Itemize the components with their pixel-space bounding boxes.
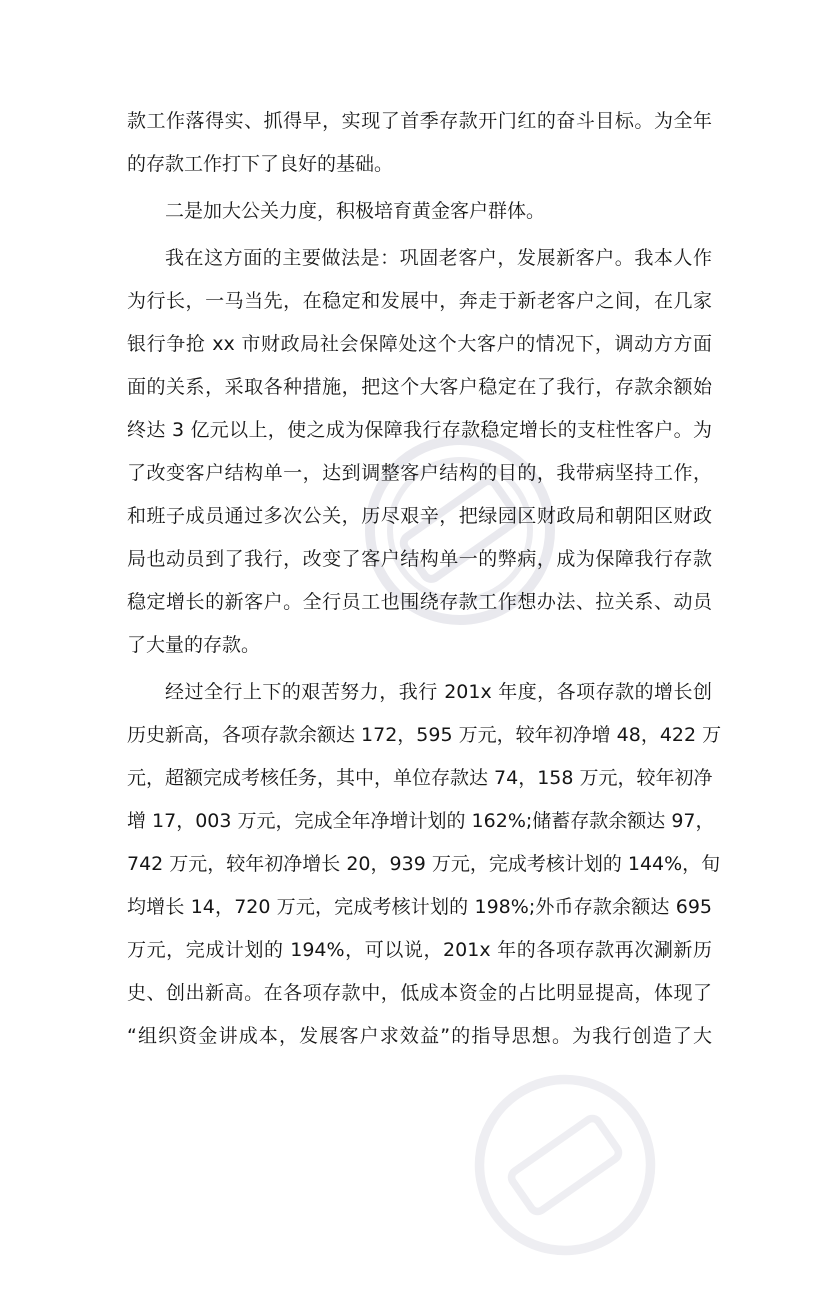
paragraph-line: 我在这方面的主要做法是：巩固老客户，发展新客户。我本人作 <box>165 247 712 269</box>
paragraph-line: 了改变客户结构单一，达到调整客户结构的目的，我带病坚持工作， <box>127 462 712 484</box>
paragraph-line: 元，超额完成考核任务，其中，单位存款达 74，158 万元，较年初净 <box>127 767 713 789</box>
paragraph-line: 742 万元，较年初净增长 20，939 万元，完成考核计划的 144%，旬 <box>127 853 721 875</box>
paragraph-line: 史、创出新高。在各项存款中，低成本资金的占比明显提高，体现了 <box>127 982 712 1004</box>
paragraph-line: 为行长，一马当先，在稳定和发展中，奔走于新老客户之间，在几家 <box>127 290 712 312</box>
paragraph-line: 终达 3 亿元以上，使之成为保障我行存款稳定增长的支柱性客户。为 <box>127 419 712 441</box>
paragraph-line: 的存款工作打下了良好的基础。 <box>127 153 394 175</box>
paragraph-line: 历史新高，各项存款余额达 172，595 万元，较年初净增 48，422 万 <box>127 724 722 746</box>
paragraph-line: “组织资金讲成本，发展客户求效益”的指导思想。为我行创造了大 <box>127 1025 712 1047</box>
section-heading: 二是加大公关力度，积极培育黄金客户群体。 <box>165 200 546 222</box>
paragraph-line: 稳定增长的新客户。全行员工也围绕存款工作想办法、拉关系、动员 <box>127 591 712 613</box>
paragraph-line: 款工作落得实、抓得早，实现了首季存款开门红的奋斗目标。为全年 <box>127 110 712 132</box>
paragraph-line: 和班子成员通过多次公关，历尽艰辛，把绿园区财政局和朝阳区财政 <box>127 505 712 527</box>
paragraph-line: 增 17，003 万元，完成全年净增计划的 162%;储蓄存款余额达 97， <box>127 810 715 832</box>
paragraph-line: 面的关系，采取各种措施，把这个大客户稳定在了我行，存款余额始 <box>127 376 712 398</box>
paragraph-line: 万元，完成计划的 194%，可以说，201x 年的各项存款再次涮新历 <box>127 939 712 961</box>
paragraph-line: 均增长 14，720 万元，完成考核计划的 198%;外币存款余额达 695 <box>127 896 712 918</box>
paragraph-line: 银行争抢 xx 市财政局社会保障处这个大客户的情况下，调动方方面 <box>127 333 712 355</box>
paragraph-line: 经过全行上下的艰苦努力，我行 201x 年度，各项存款的增长创 <box>165 681 712 703</box>
stamp-watermark-icon <box>433 1033 698 1298</box>
paragraph-line: 了大量的存款。 <box>127 634 261 656</box>
paragraph-line: 局也动员到了我行，改变了客户结构单一的弊病，成为保障我行存款 <box>127 548 712 570</box>
